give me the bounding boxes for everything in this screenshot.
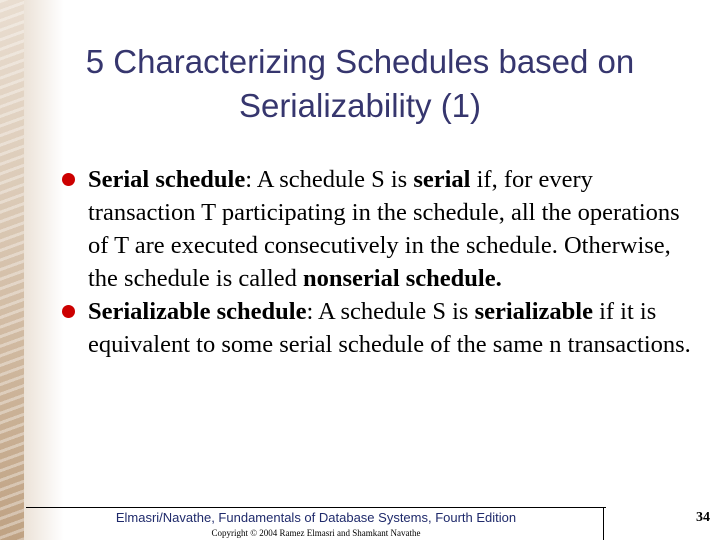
text-segment: : A schedule S is: [306, 298, 475, 325]
bullet-serializable-schedule: [62, 295, 702, 361]
term-serial-schedule: Serial schedule: [88, 166, 246, 193]
footer-copyright: Copyright © 2004 Ramez Elmasri and Shamkant Navathe: [211, 528, 421, 538]
slide-title: [40, 40, 680, 128]
term-serializable-schedule: Serializable schedule: [88, 298, 307, 325]
bullet-dot-icon: [62, 173, 75, 186]
text-segment: if it is equivalent to some serial schedule of the same n transactions.: [88, 298, 691, 358]
footer-citation: Elmasri/Navathe, Fundamentals of Database Systems, Fourth Edition: [115, 510, 517, 525]
text-segment: : A schedule S is: [245, 166, 414, 193]
sand-background-strip: [0, 0, 24, 540]
title-line-2: Serializability (1): [238, 87, 482, 124]
term-nonserial-schedule: nonserial schedule.: [302, 265, 502, 292]
title-line-1: 5 Characterizing Schedules based on: [85, 43, 635, 80]
footer-divider: [26, 507, 606, 508]
term-serial: serial: [413, 166, 471, 193]
page-number: 34: [696, 510, 710, 525]
slide-body: [62, 163, 702, 361]
bullet-serial-schedule: [62, 163, 702, 295]
term-serializable: serializable: [474, 298, 593, 325]
bullet-dot-icon: [62, 305, 75, 318]
text-segment: if, for every transaction T participating in the schedule, all the operations of T are executed consecutively in the schedule. Otherwise, the schedule is called: [88, 166, 680, 292]
